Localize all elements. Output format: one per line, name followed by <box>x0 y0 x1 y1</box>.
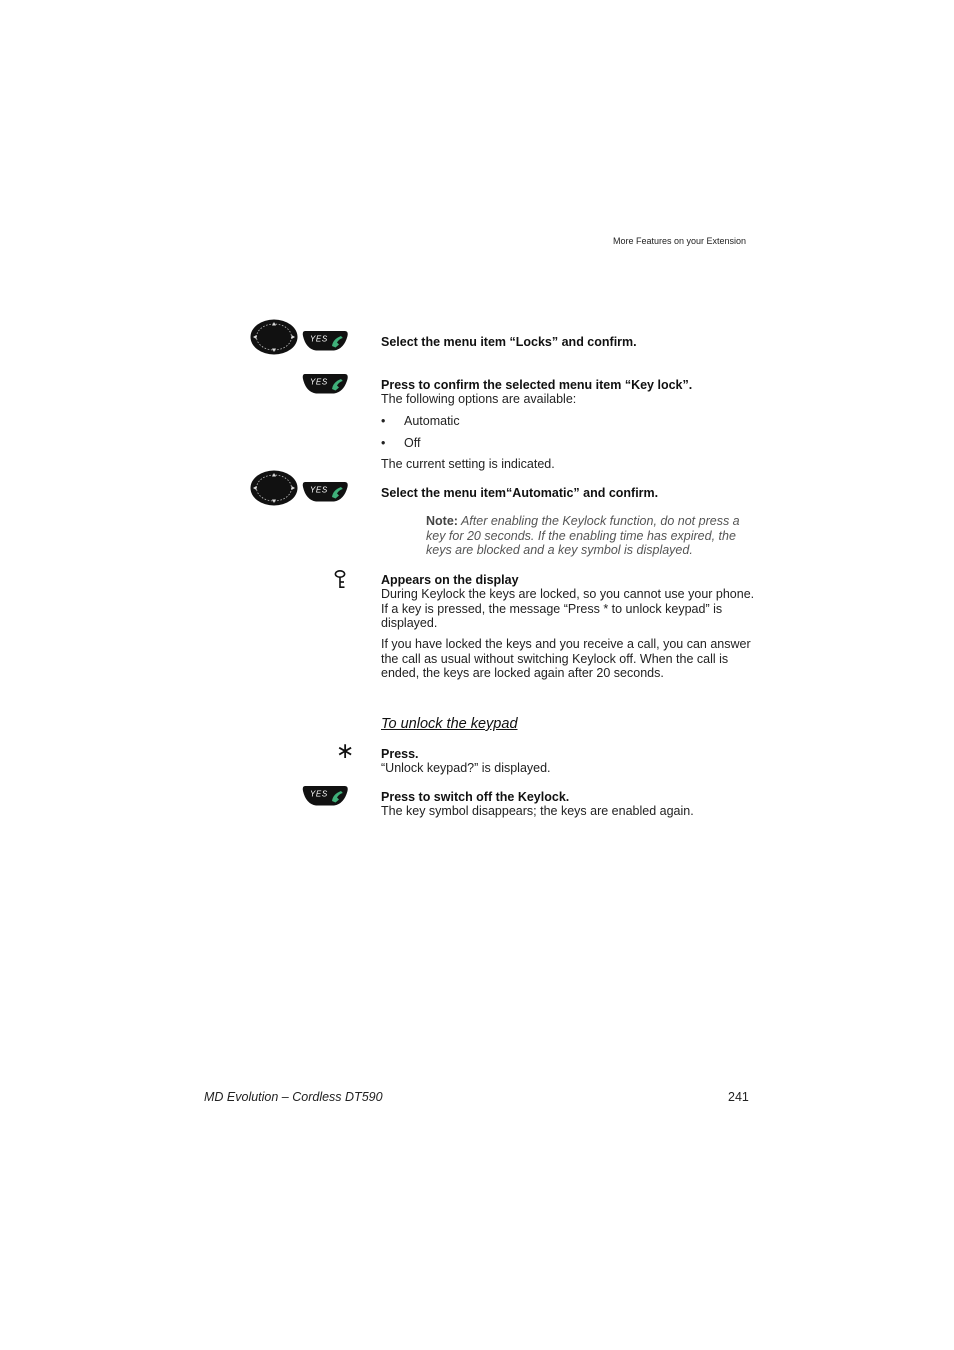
unlock-step-title: Press. <box>381 747 419 761</box>
step-title: Press to confirm the selected menu item “Key lock”. <box>381 378 693 392</box>
option-off: Off <box>404 436 421 450</box>
yes-key-icon <box>302 329 350 353</box>
display-paragraph-2: If you have locked the keys and you receive a call, you can answer the call as usual without switching Keylock off. When the call is ended, the keys are locked again after 20 seconds. <box>381 637 751 681</box>
section-title: More Features on your Extension <box>613 236 747 246</box>
bullet: • <box>381 414 386 428</box>
page-number: 241 <box>728 1090 749 1104</box>
yes-key-icon <box>302 480 350 504</box>
key-icon <box>333 570 347 590</box>
display-title: Appears on the display <box>381 573 519 587</box>
step-title: Select the menu item“Automatic” and confirm. <box>381 486 659 500</box>
unlock-step-title: Press to switch off the Keylock. <box>381 790 570 804</box>
navigation-key-icon <box>250 470 298 506</box>
option-automatic: Automatic <box>404 414 460 428</box>
display-paragraph-1: During Keylock the keys are locked, so you cannot use your phone. If a key is pressed, the message “Press * to unlock keypad” is displayed. <box>381 587 755 631</box>
yes-key-icon <box>302 372 350 396</box>
star-key-icon: ∗ <box>336 738 355 763</box>
current-setting-text: The current setting is indicated. <box>381 457 555 471</box>
note <box>426 514 746 558</box>
unlock-heading: To unlock the keypad <box>381 716 518 732</box>
yes-key-icon <box>302 784 350 808</box>
doc-title: MD Evolution – Cordless DT590 <box>204 1090 383 1104</box>
step-body: The following options are available: <box>381 392 577 406</box>
bullet: • <box>381 436 386 450</box>
step-title: Select the menu item “Locks” and confirm. <box>381 335 637 349</box>
unlock-step-body: The key symbol disappears; the keys are enabled again. <box>381 804 694 818</box>
unlock-step-body: “Unlock keypad?” is displayed. <box>381 761 551 775</box>
note-text: After enabling the Keylock function, do not press a key for 20 seconds. If the enabling time has expired, the keys are blocked and a key symbol is displayed. <box>426 514 740 558</box>
note-label: Note: <box>426 514 458 528</box>
navigation-key-icon <box>250 319 298 355</box>
